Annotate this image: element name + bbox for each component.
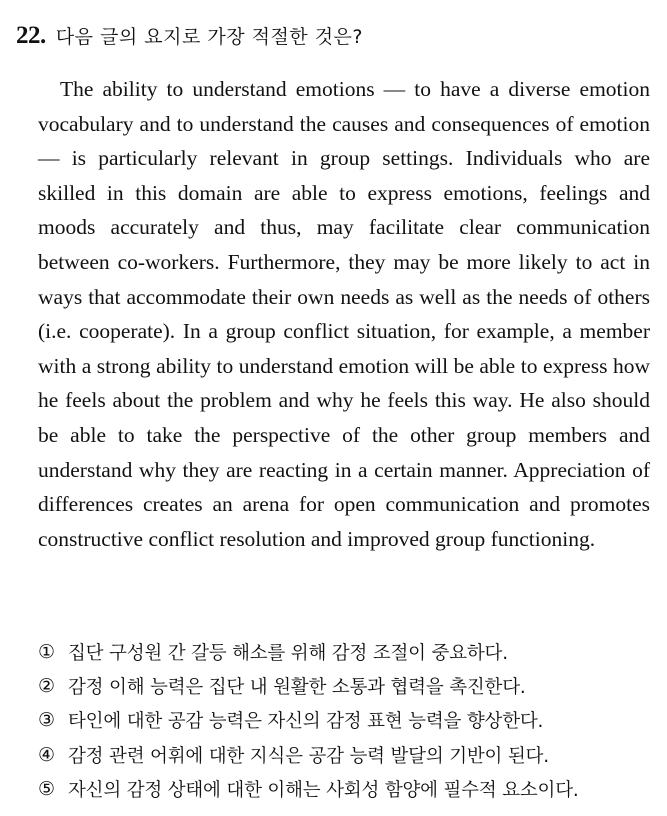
option-marker: ④ — [38, 743, 55, 766]
option-2[interactable] — [38, 669, 658, 703]
option-marker: ② — [38, 675, 55, 698]
answer-options — [38, 635, 658, 806]
option-4[interactable] — [38, 738, 658, 772]
question-prompt: 다음 글의 요지로 가장 적절한 것은? — [55, 26, 363, 48]
option-text: 감정 이해 능력은 집단 내 원활한 소통과 협력을 촉진한다. — [68, 677, 526, 699]
option-marker: ③ — [38, 709, 55, 732]
option-marker: ① — [38, 641, 55, 664]
option-1[interactable] — [38, 635, 658, 669]
option-text: 집단 구성원 간 갈등 해소를 위해 감정 조절이 중요하다. — [68, 643, 508, 665]
passage-text: The ability to understand emotions — to have a diverse emotion vocabulary and to understand the causes and consequences of emotion — is particularly relevant in group settings. Individuals who are skilled in this domain are able to express emotions, feelings and moods accurately and thus, may facilitate clear communication between co-workers. Furthermore, they may be more likely to act in ways that accommodate their own needs as well as the needs of others (i.e. cooperate). In a group conflict situation, for example, a member with a strong ability to understand emotion will be able to express how he feels about the problem and why he feels this way. He also should be able to take the perspective of the other group members and understand why they are reacting in a certain manner. Appreciation of differences creates an arena for open communication and promotes constructive conflict resolution and improved group functioning. — [38, 77, 650, 551]
option-3[interactable] — [38, 703, 658, 737]
question-number: 22. — [16, 22, 46, 49]
question-header — [16, 22, 363, 50]
reading-passage — [38, 72, 650, 556]
option-5[interactable] — [38, 772, 658, 806]
option-text: 자신의 감정 상태에 대한 이해는 사회성 함양에 필수적 요소이다. — [68, 779, 579, 801]
option-marker: ⑤ — [38, 777, 55, 800]
option-text: 감정 관련 어휘에 대한 지식은 공감 능력 발달의 기반이 된다. — [68, 745, 549, 767]
option-text: 타인에 대한 공감 능력은 자신의 감정 표현 능력을 향상한다. — [68, 711, 544, 733]
